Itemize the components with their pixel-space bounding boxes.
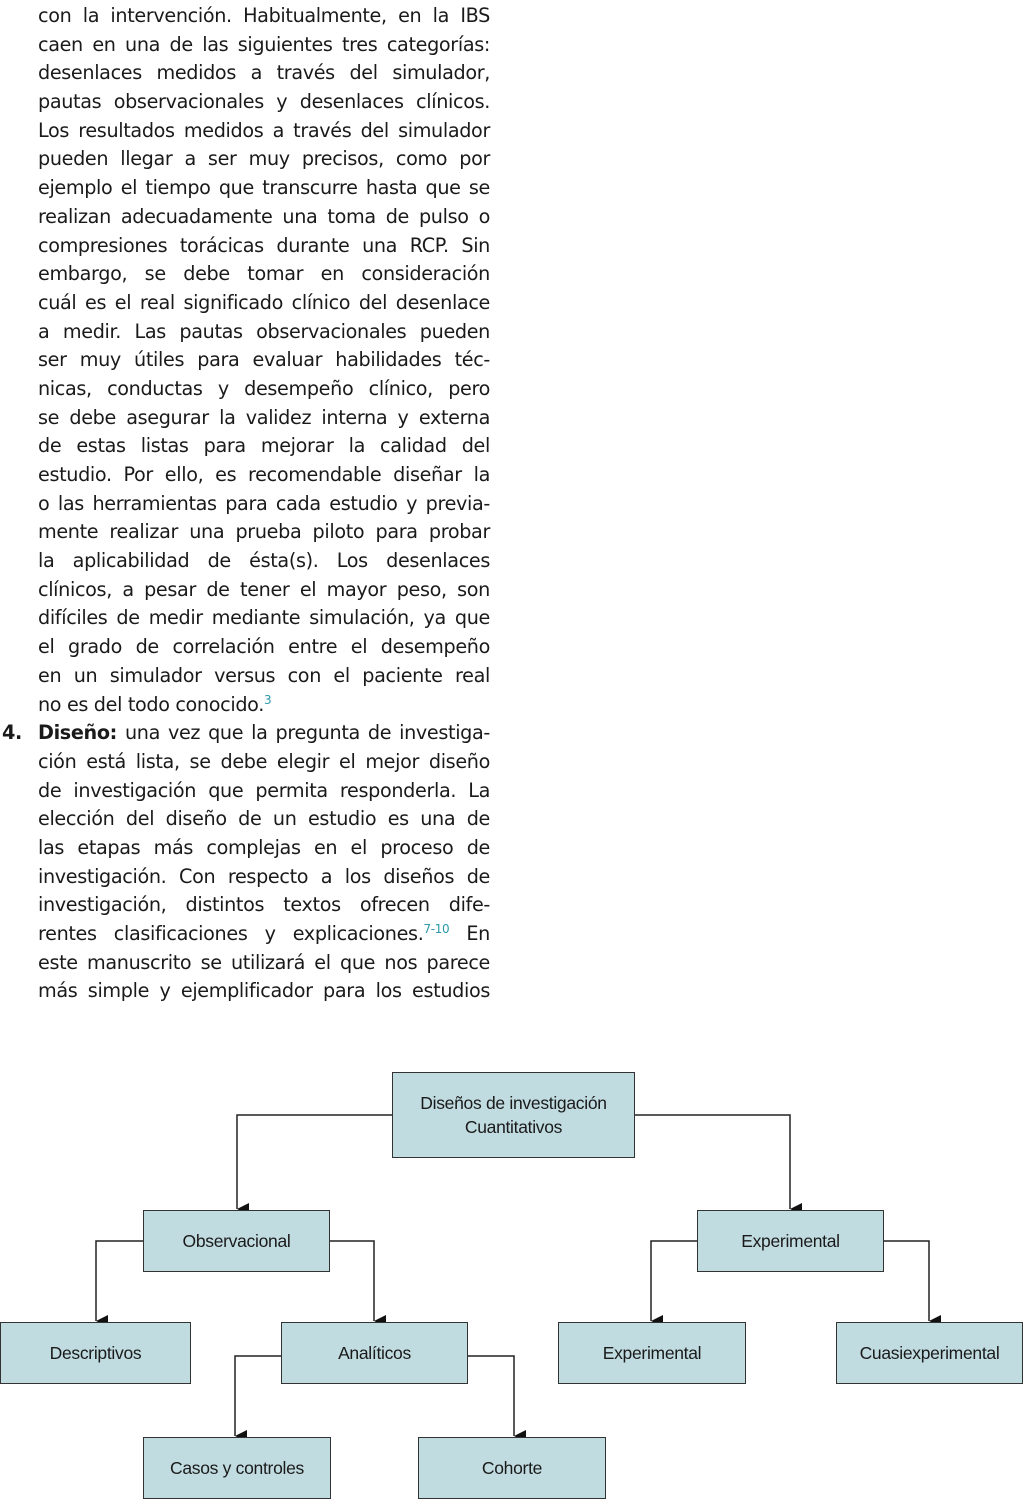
text-line: cuál es el real significado clínico del desenlace (38, 290, 490, 314)
text-line: más simple y ejemplificador para los estudios (38, 979, 490, 1003)
node-label: Diseños de investigación (420, 1093, 607, 1113)
text-line: las etapas más complejas en el proceso de (38, 835, 490, 859)
text-line: el grado de correlación entre el desempeño (38, 635, 490, 659)
diagram-node-cuasiexperimental: Cuasiexperimental (836, 1322, 1023, 1384)
text-line: compresiones torácicas durante una RCP. Sin (38, 233, 490, 257)
text-fragment: En (449, 922, 490, 945)
reference-link[interactable]: 3 (263, 692, 272, 707)
text-line: con la intervención. Habitualmente, en la IBS (38, 4, 490, 27)
text-line: o las herramientas para cada estudio y previa- (38, 491, 490, 515)
text-line: mente realizar una prueba piloto para probar (38, 520, 490, 544)
node-label: Cuantitativos (464, 1117, 563, 1137)
text-line: pueden llegar a ser muy precisos, como por (38, 147, 490, 171)
text-line: ser muy útiles para evaluar habilidades téc- (38, 348, 490, 372)
text-line: clínicos, a pesar de tener el mayor peso, son (38, 577, 490, 601)
diagram-node-root (392, 1072, 635, 1158)
text-line: caen en una de las siguientes tres categorías: (38, 32, 490, 56)
text-line: de estas listas para mejorar la calidad del (38, 434, 490, 458)
list-item-4-first-line (2, 719, 490, 748)
text-line: este manuscrito se utilizará el que nos parece (38, 950, 490, 974)
diagram-node-analiticos: Analíticos (281, 1322, 468, 1384)
list-item-term: Diseño: (38, 721, 118, 745)
diagram-node-cohorte: Cohorte (418, 1437, 606, 1499)
text-line: elección del diseño de un estudio es una de (38, 807, 490, 831)
text-line: pautas observacionales y desenlaces clínicos. (38, 90, 490, 114)
text-line: desenlaces medidos a través del simulador, (38, 61, 490, 85)
diagram-node-experimental-branch: Experimental (697, 1210, 884, 1272)
text-line: en un simulador versus con el paciente real (38, 663, 490, 687)
text-fragment: una vez que la pregunta de investiga- (117, 721, 490, 745)
text-fragment: no es del todo conocido. (38, 692, 264, 716)
text-line: embargo, se debe tomar en consideración (38, 262, 490, 286)
text-line: nicas, conductas y desempeño clínico, pero (38, 376, 490, 400)
diagram-node-experimental-leaf: Experimental (558, 1322, 746, 1384)
text-line: Los resultados medidos a través del simulador (38, 118, 490, 142)
diagram-node-observacional: Observacional (143, 1210, 330, 1272)
text-line: a medir. Las pautas observacionales pueden (38, 319, 490, 343)
text-line (38, 920, 490, 949)
text-line: ejemplo el tiempo que transcurre hasta que se (38, 176, 490, 200)
text-line: de investigación que permita responderla. La (38, 778, 490, 802)
body-text-column (2, 2, 490, 1006)
text-line: se debe asegurar la validez interna y externa (38, 405, 490, 429)
text-line (38, 691, 490, 720)
diagram-node-casos-controles: Casos y controles (143, 1437, 331, 1499)
text-line: ción está lista, se debe elegir el mejor diseño (38, 749, 490, 773)
text-line: estudio. Por ello, es recomendable diseñar la (38, 463, 490, 486)
text-line: investigación. Con respecto a los diseños de (38, 864, 490, 888)
text-fragment: rentes clasificaciones y explicaciones. (38, 922, 424, 945)
diagram-node-descriptivos: Descriptivos (0, 1322, 191, 1384)
text-line: investigación, distintos textos ofrecen dife- (38, 893, 490, 917)
text-line: difíciles de medir mediante simulación, ya que (38, 606, 490, 630)
list-number: 4. (2, 721, 22, 745)
text-line: la aplicabilidad de ésta(s). Los desenlaces (38, 549, 490, 573)
reference-link[interactable]: 7-10 (423, 922, 450, 936)
text-line: realizan adecuadamente una toma de pulso o (38, 204, 490, 228)
